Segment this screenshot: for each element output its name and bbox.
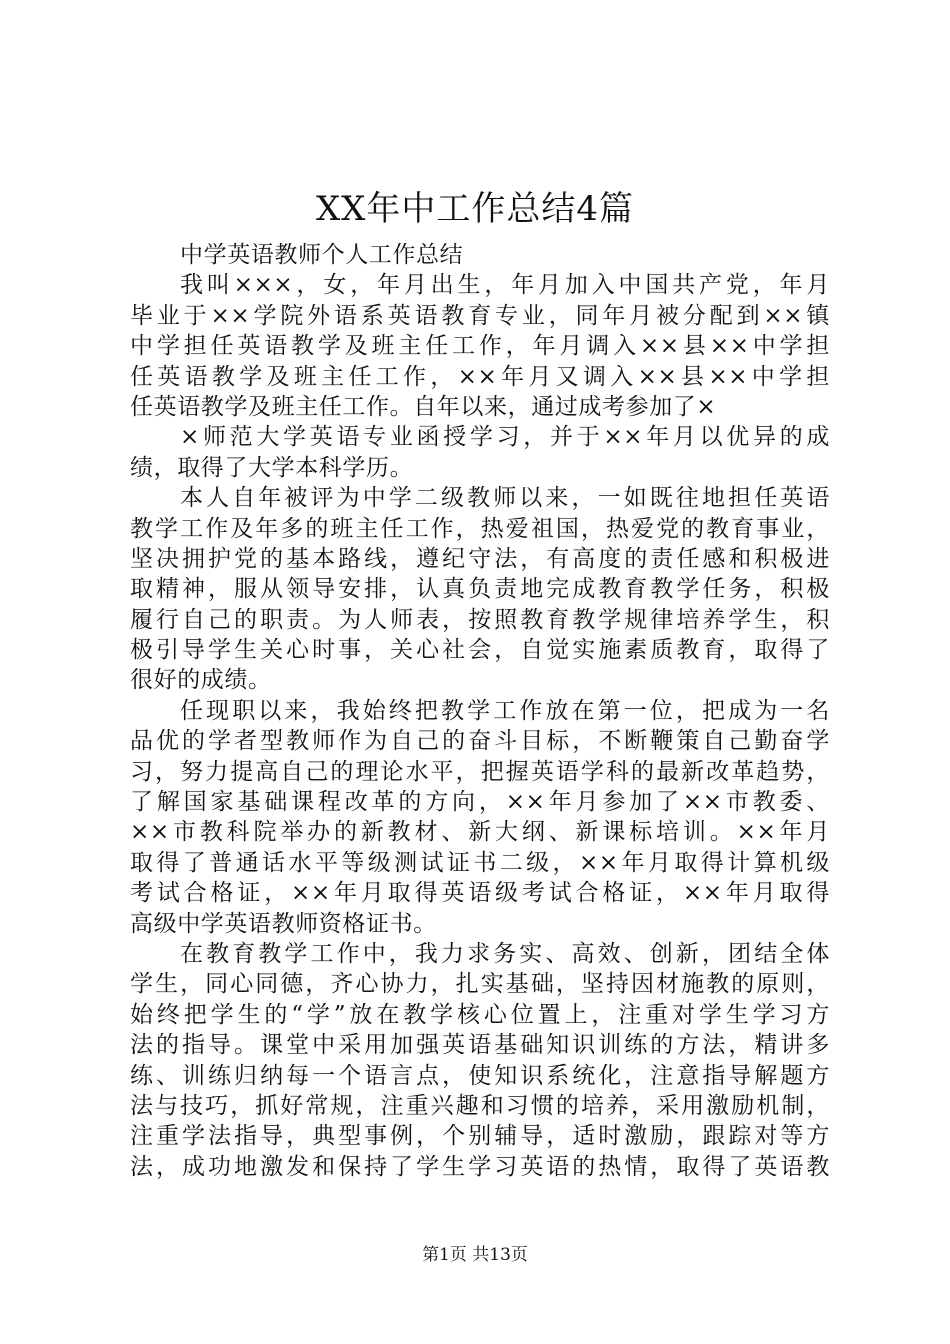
body-text-line: 中学担任英语教学及班主任工作，年月调入××县××中学担 <box>130 333 830 360</box>
body-text-line: 始终把学生的“学”放在教学核心位置上，注重对学生学习方 <box>130 1001 830 1028</box>
body-text-line: 取精神，服从领导安排，认真负责地完成教育教学任务，积极 <box>130 576 830 603</box>
body-text-line: 法的指导。课堂中采用加强英语基础知识训练的方法，精讲多 <box>130 1032 830 1059</box>
body-text-line: 履行自己的职责。为人师表，按照教育教学规律培养学生，积 <box>130 606 830 633</box>
body-text-line: 毕业于××学院外语系英语教育专业，同年月被分配到××镇 <box>130 302 830 329</box>
body-text-line: 注重学法指导，典型事例，个别辅导，适时激励，跟踪对等方 <box>130 1123 830 1150</box>
body-text-line: 了解国家基础课程改革的方向，××年月参加了××市教委、 <box>130 789 830 816</box>
body-text-line: 法与技巧，抓好常规，注重兴趣和习惯的培养，采用激励机制， <box>130 1092 830 1119</box>
body-text-line: 任现职以来，我始终把教学工作放在第一位，把成为一名 <box>180 697 830 724</box>
body-text-line: 本人自年被评为中学二级教师以来，一如既往地担任英语 <box>180 485 830 512</box>
body-text-line: 我叫×××，女，年月出生，年月加入中国共产党，年月 <box>180 272 830 299</box>
body-text-line: 极引导学生关心时事，关心社会，自觉实施素质教育，取得了 <box>130 637 830 664</box>
document-body <box>130 240 830 1182</box>
body-text-line: 习，努力提高自己的理论水平，把握英语学科的最新改革趋势， <box>130 758 830 785</box>
body-text-line: 高级中学英语教师资格证书。 <box>130 910 437 937</box>
body-text-line: 考试合格证，××年月取得英语级考试合格证，××年月取得 <box>130 880 830 907</box>
body-text-line: 练、训练归纳每一个语言点，使知识系统化，注意指导解题方 <box>130 1062 830 1089</box>
page-footer: 第1页 共13页 <box>422 1245 528 1265</box>
body-text-line: 中学英语教师个人工作总结 <box>180 242 464 268</box>
body-text-line: 取得了普通话水平等级测试证书二级，××年月取得计算机级 <box>130 849 830 876</box>
document-title: XX年中工作总结4篇 <box>315 189 635 229</box>
body-text-line: 在教育教学工作中，我力求务实、高效、创新，团结全体 <box>180 940 830 967</box>
body-text-line: 绩，取得了大学本科学历。 <box>130 454 414 481</box>
body-text-line: 法，成功地激发和保持了学生学习英语的热情，取得了英语教 <box>130 1153 830 1180</box>
body-text-line: ××市教科院举办的新教材、新大纲、新课标培训。××年月 <box>130 819 830 846</box>
body-text-line: 任英语教学及班主任工作。自年以来，通过成考参加了× <box>130 393 717 420</box>
body-text-line: 任英语教学及班主任工作，××年月又调入××县××中学担 <box>130 363 830 390</box>
body-text-line: 很好的成绩。 <box>130 667 272 694</box>
body-text-line: 品优的学者型教师作为自己的奋斗目标，不断鞭策自己勤奋学 <box>130 728 830 755</box>
body-text-line: ×师范大学英语专业函授学习，并于××年月以优异的成 <box>180 424 830 451</box>
body-text-line: 教学工作及年多的班主任工作，热爱祖国，热爱党的教育事业， <box>130 515 830 542</box>
body-text-line: 坚决拥护党的基本路线，遵纪守法，有高度的责任感和积极进 <box>130 545 830 572</box>
body-text-line: 学生，同心同德，齐心协力，扎实基础，坚持因材施教的原则， <box>130 971 830 998</box>
